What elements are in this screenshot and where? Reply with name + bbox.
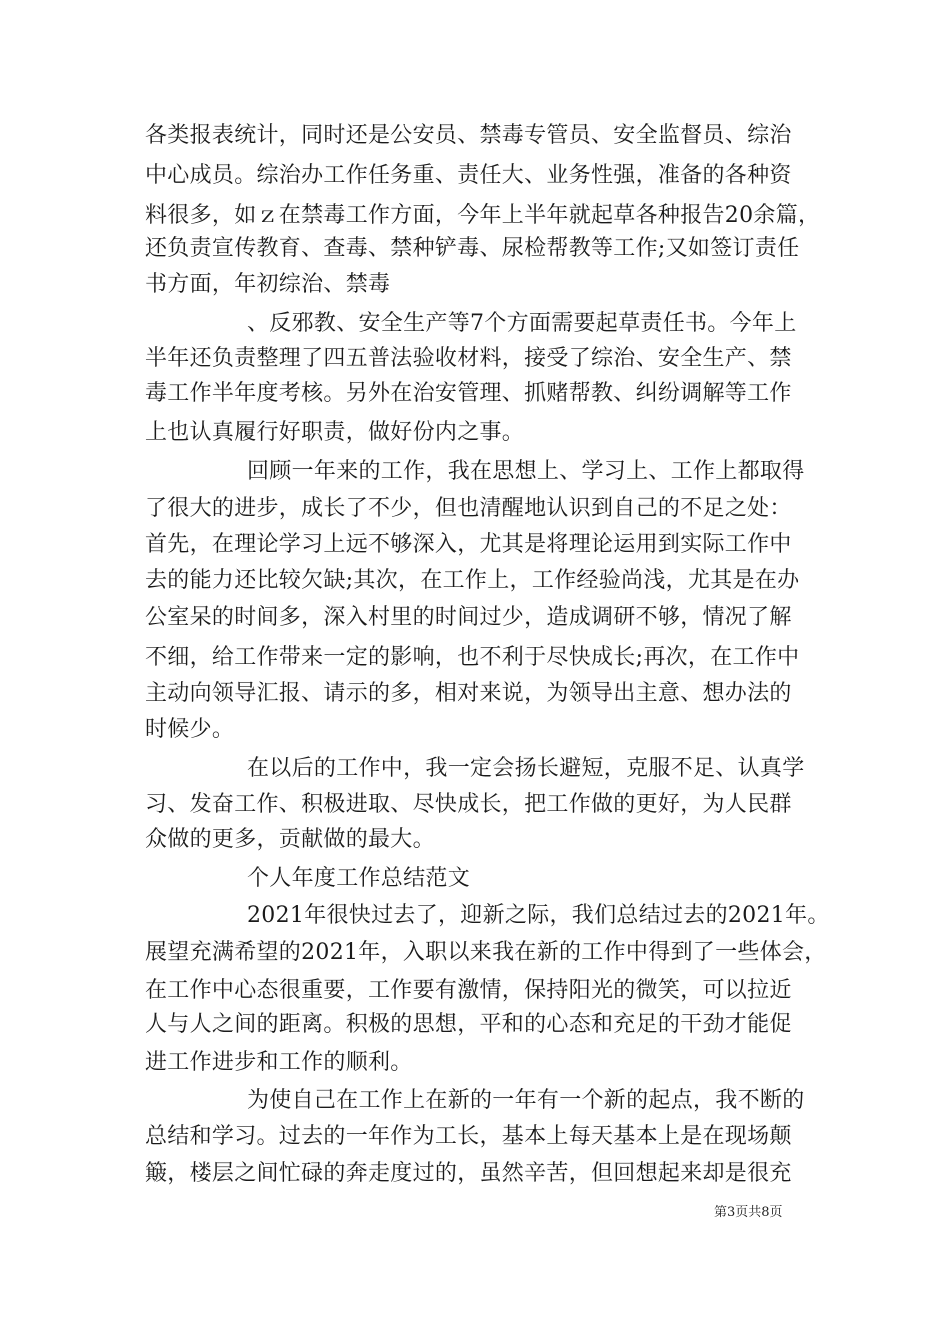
- text-line: 展望充满希望的2021年，入职以来我在新的工作中得到了一些体会，: [145, 940, 827, 965]
- text-line: 主动向领导汇报、请示的多，相对来说，为领导出主意、想办法的: [145, 681, 792, 706]
- text-line: 还负责宣传教育、查毒、禁种铲毒、尿检帮教等工作;又如签订责任: [145, 236, 800, 261]
- text-line: 总结和学习。过去的一年作为工长，基本上每天基本上是在现场颠: [145, 1124, 792, 1149]
- section-heading: 个人年度工作总结范文: [247, 866, 471, 891]
- text-line: 中心成员。综治办工作任务重、责任大、业务性强，准备的各种资: [145, 163, 792, 188]
- text-line: 、反邪教、安全生产等7个方面需要起草责任书。今年上: [247, 311, 797, 336]
- text-line: 在工作中心态很重要，工作要有激情，保持阳光的微笑，可以拉近: [145, 978, 792, 1003]
- text-line: 半年还负责整理了四五普法验收材料，接受了综治、安全生产、禁: [145, 346, 792, 371]
- text-line: 料很多，如ｚ在禁毒工作方面，今年上半年就起草各种报告20余篇，: [145, 203, 821, 228]
- text-line: 为使自己在工作上在新的一年有一个新的起点，我不断的: [247, 1088, 805, 1113]
- text-line: 2021年很快过去了，迎新之际，我们总结过去的2021年。: [247, 903, 830, 928]
- text-line: 了很大的进步，成长了不少，但也清醒地认识到自己的不足之处：: [145, 496, 792, 521]
- text-line: 书方面，年初综治、禁毒: [145, 272, 391, 297]
- text-line: 不细，给工作带来一定的影响，也不利于尽快成长;再次，在工作中: [145, 645, 800, 670]
- text-line: 习、发奋工作、积极进取、尽快成长，把工作做的更好，为人民群: [145, 792, 792, 817]
- text-line: 回顾一年来的工作，我在思想上、学习上、工作上都取得: [247, 459, 805, 484]
- text-line: 上也认真履行好职责，做好份内之事。: [145, 420, 525, 445]
- text-line: 进工作进步和工作的顺利。: [145, 1050, 413, 1075]
- page-number: 第3页共8页: [714, 1205, 783, 1220]
- text-line: 人与人之间的距离。积极的思想，平和的心态和充足的干劲才能促: [145, 1012, 792, 1037]
- text-line: 去的能力还比较欠缺;其次，在工作上，工作经验尚浅，尤其是在办: [145, 568, 800, 593]
- text-line: 簸，楼层之间忙碌的奔走度过的，虽然辛苦，但回想起来却是很充: [145, 1161, 792, 1186]
- text-line: 在以后的工作中，我一定会扬长避短，克服不足、认真学: [247, 756, 805, 781]
- text-line: 众做的更多，贡献做的最大。: [145, 827, 435, 852]
- text-line: 毒工作半年度考核。另外在治安管理、抓赌帮教、纠纷调解等工作: [145, 381, 792, 406]
- text-line: 时候少。: [145, 717, 235, 742]
- text-line: 公室呆的时间多，深入村里的时间过少，造成调研不够，情况了解: [145, 605, 792, 630]
- text-line: 各类报表统计，同时还是公安员、禁毒专管员、安全监督员、综治: [145, 123, 792, 148]
- text-line: 首先，在理论学习上远不够深入，尤其是将理论运用到实际工作中: [145, 532, 792, 557]
